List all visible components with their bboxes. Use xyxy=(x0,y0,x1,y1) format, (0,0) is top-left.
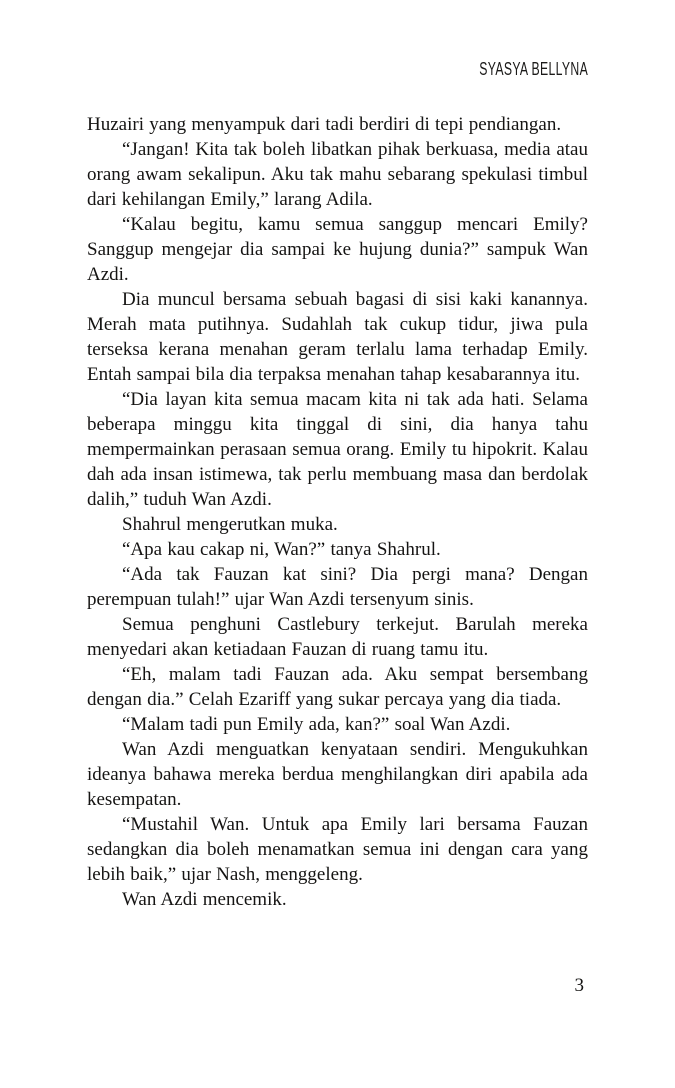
running-header xyxy=(87,60,588,78)
body-paragraph: Wan Azdi menguatkan kenyataan sendiri. Mengukuhkan ideanya bahawa mereka berdua menghilangkan diri apabila ada kesempatan. xyxy=(87,739,588,810)
body-paragraph: Wan Azdi mencemik. xyxy=(122,889,287,910)
body-paragraph: Dia muncul bersama sebuah bagasi di sisi kaki kanannya. Merah mata putihnya. Sudahlah tak cukup tidur, jiwa pula terseksa kerana menahan geram terlalu lama terhadap Emily. Entah sampai bila dia terpaksa menahan tahap kesabarannya itu. xyxy=(87,289,588,385)
body-paragraph: “Eh, malam tadi Fauzan ada. Aku sempat bersembang dengan dia.” Celah Ezariff yang sukar percaya yang dia tiada. xyxy=(87,664,588,710)
page-number: 3 xyxy=(574,975,584,996)
body-paragraph: Shahrul mengerutkan muka. xyxy=(122,514,338,535)
body-paragraph: “Dia layan kita semua macam kita ni tak ada hati. Selama beberapa minggu kita tinggal di sini, dia hanya tahu mempermainkan perasaan semua orang. Emily tu hipokrit. Kalau dah ada insan istimewa, tak perlu membuang masa dan berdolak dalih,” tuduh Wan Azdi. xyxy=(87,389,588,510)
running-header-author: SYASYA BELLYNA xyxy=(479,59,588,79)
body-paragraph: Semua penghuni Castlebury terkejut. Barulah mereka menyedari akan ketiadaan Fauzan di ruang tamu itu. xyxy=(87,614,588,660)
body-paragraph: “Malam tadi pun Emily ada, kan?” soal Wan Azdi. xyxy=(122,714,511,735)
body-paragraph: “Jangan! Kita tak boleh libatkan pihak berkuasa, media atau orang awam sekalipun. Aku tak mahu sebarang spekulasi timbul dari kehilangan Emily,” larang Adila. xyxy=(87,139,588,210)
body-paragraph: “Kalau begitu, kamu semua sanggup mencari Emily? Sanggup mengejar dia sampai ke hujung dunia?” sampuk Wan Azdi. xyxy=(87,214,588,285)
body-paragraph: “Apa kau cakap ni, Wan?” tanya Shahrul. xyxy=(122,539,441,560)
page-body xyxy=(87,112,588,912)
body-paragraph: “Ada tak Fauzan kat sini? Dia pergi mana? Dengan perempuan tulah!” ujar Wan Azdi tersenyum sinis. xyxy=(87,564,588,610)
body-paragraph: “Mustahil Wan. Untuk apa Emily lari bersama Fauzan sedangkan dia boleh menamatkan semua ini dengan cara yang lebih baik,” ujar Nash, menggeleng. xyxy=(87,814,588,885)
body-paragraph: Huzairi yang menyampuk dari tadi berdiri di tepi pendiangan. xyxy=(87,114,562,135)
